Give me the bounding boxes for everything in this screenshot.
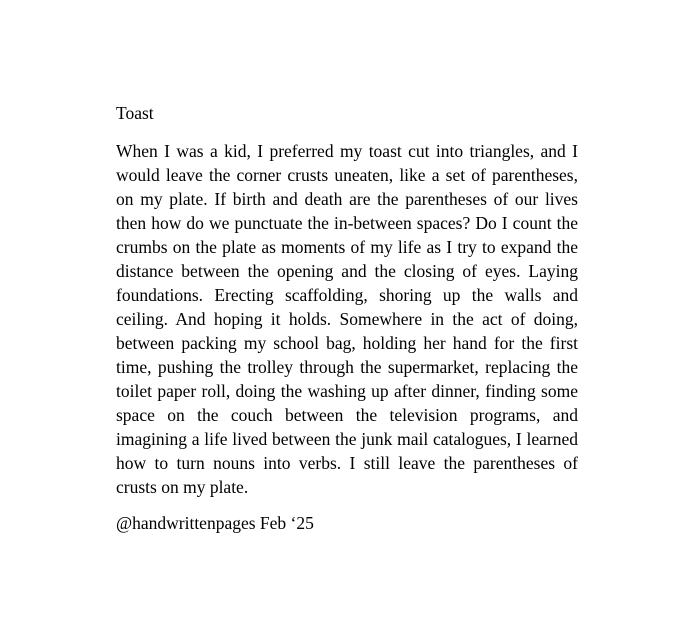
- document-page: [116, 103, 578, 535]
- author-signature: @handwrittenpages Feb ‘25: [116, 513, 314, 533]
- document-title: Toast: [116, 103, 154, 123]
- document-body: When I was a kid, I preferred my toast cut into triangles, and I would leave the corner crusts uneaten, like a set of parentheses, on my plate. If birth and death are the parentheses of our lives then how do we punctuate the in-between spaces? Do I count the crumbs on the plate as moments of my life as I try to expand the distance between the opening and the closing of eyes. Laying foundations. Erecting scaffolding, shoring up the walls and ceiling. And hoping it holds. Somewhere in the act of doing, between packing my school bag, holding her hand for the first time, pushing the trolley through the supermarket, replacing the toilet paper roll, doing the washing up after dinner, finding some space on the couch between the television programs, and imagining a life lived between the junk mail catalogues, I learned how to turn nouns into verbs. I still leave the parentheses of crusts on my plate.: [116, 141, 578, 497]
